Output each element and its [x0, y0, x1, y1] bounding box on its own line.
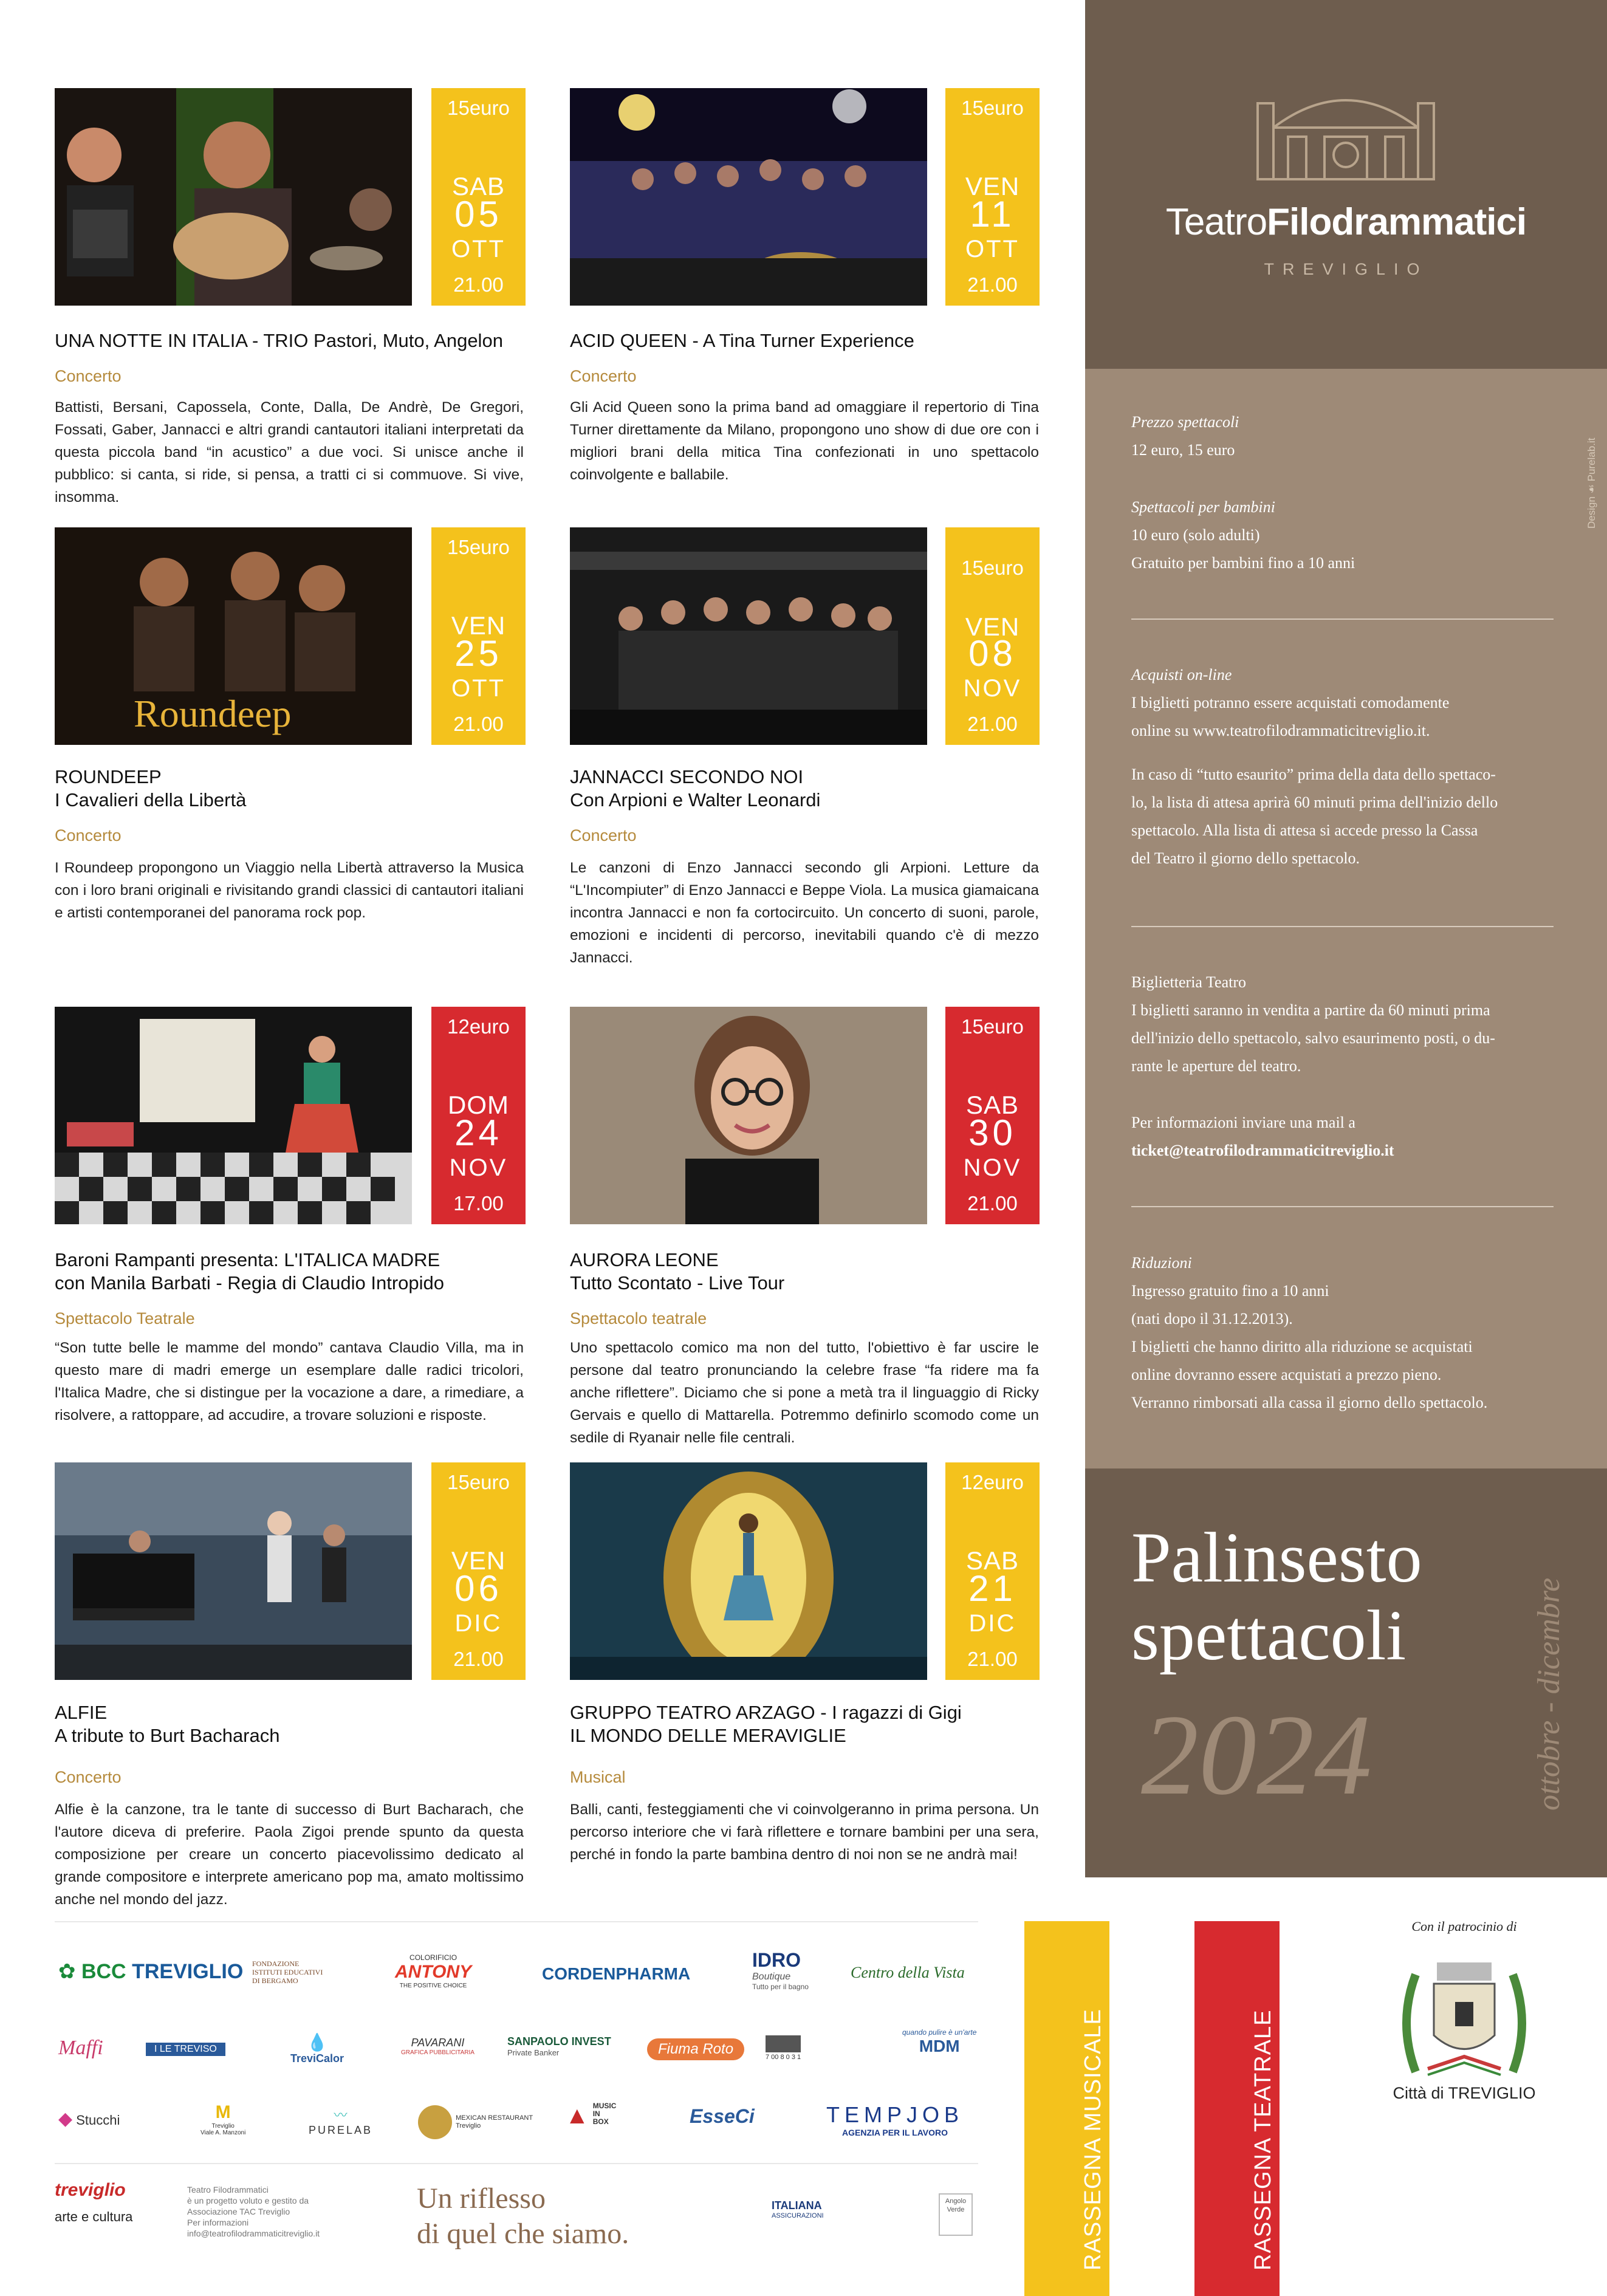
- sponsor-bcc: [58, 1959, 243, 1984]
- tagline-line2: di quel che siamo.: [417, 2218, 629, 2250]
- event-title-line1: ACID QUEEN - A Tina Turner Experience: [570, 330, 914, 351]
- event-title-line2: Tutto Scontato - Live Tour: [570, 1272, 785, 1294]
- sponsor-text: ITALIANA: [772, 2199, 822, 2212]
- riduzioni-line: Verranno rimborsati alla cassa il giorno dello spettacolo.: [1131, 1394, 1488, 1411]
- sponsor-text: PAVARANI: [411, 2037, 465, 2049]
- prezzo-title: Prezzo spettacoli: [1131, 413, 1239, 431]
- event-genre: Concerto: [570, 826, 637, 845]
- event-date-6: [945, 1007, 1040, 1224]
- event-title-line2: con Manila Barbati - Regia di Claudio Intropido: [55, 1272, 445, 1294]
- music-box-icon: ▲: [565, 2102, 589, 2129]
- sponsor-text: Treviglio: [211, 2123, 235, 2130]
- event-description: Alfie è la canzone, tra le tante di successo di Burt Bacharach, che l'autore diceva di preferire. Paola Zigoi prende spunto da questa composizione per creare un concerto piacevolissimo dedicato al grande compositore e interprete americano pop ma, amato moltissimo anche nel mondo del jazz.: [55, 1801, 524, 1908]
- bambini-title: Spettacoli per bambini: [1131, 498, 1275, 516]
- event-photo-1: [55, 88, 412, 306]
- patrocinio-city: [1373, 2084, 1555, 2103]
- tac-line: Per informazioni: [187, 2218, 249, 2227]
- theatre-facade-icon: [1252, 79, 1440, 182]
- event-description: Uno spettacolo comico ma non del tutto, l'obiettivo è far uscire le persone dal teatro pronunciando la celebre frase “fa ridere ma fa anche riflettere”. Diciamo che si pone a metà tra il linguaggio di Ricky Gervais e quello di Mattarella. Potremmo definirlo scomodo come un sedile di Ryanair nelle file centrali.: [570, 1340, 1039, 1446]
- month: OTT: [451, 236, 505, 262]
- biglietteria-section: [1131, 968, 1557, 1080]
- biglietteria-line: rante le aperture del teatro.: [1131, 1057, 1301, 1075]
- clover-icon: ✿: [58, 1960, 76, 1983]
- event-title-line1: ALFIE: [55, 1702, 108, 1723]
- divider: [1131, 619, 1554, 620]
- divider: [1131, 1206, 1554, 1207]
- event-title: [55, 766, 535, 812]
- tac-line[interactable]: info@teatrofilodrammaticitreviglio.it: [187, 2229, 320, 2238]
- sponsor-text: Private Banker: [507, 2048, 560, 2057]
- event-title: [55, 1249, 535, 1295]
- acquisti-title: Acquisti on-line: [1131, 666, 1232, 684]
- city-name: TREVIGLIO: [1448, 2084, 1536, 2102]
- sponsor-text: Treviglio: [456, 2122, 481, 2130]
- time: 21.00: [453, 273, 504, 296]
- day-number: 24: [454, 1112, 502, 1153]
- tac-info: [187, 2184, 320, 2239]
- price: 15euro: [961, 1015, 1024, 1038]
- day-number: 05: [454, 194, 502, 235]
- esaurito-line: In caso di “tutto esaurito” prima della data dello spettaco-: [1131, 766, 1496, 783]
- price: 12euro: [961, 1471, 1024, 1493]
- event-description: Balli, canti, festeggiamenti che vi coinvolgeranno in prima persona. Un percorso interiore che vi farà riflettere e tornare bambini per una sera, perché in fondo la parte bambina dentro di noi non se ne andrà mai!: [570, 1801, 1039, 1863]
- sponsor-text: IDRO: [752, 1949, 801, 1971]
- price: 12euro: [447, 1015, 510, 1038]
- brand-panel: [1085, 0, 1607, 369]
- weekday: VEN: [451, 611, 506, 640]
- weekday: SAB: [965, 1091, 1019, 1119]
- email-link[interactable]: ticket@teatrofilodrammaticitreviglio.it: [1131, 1142, 1394, 1159]
- esaurito-line: lo, la lista di attesa aprirà 60 minuti prima dell'inizio dello: [1131, 793, 1498, 811]
- event-description: I Roundeep propongono un Viaggio nella Libertà attraverso la Musica con i loro brani originali e rivisitando grandi classici di cantautori italiani e artisti contemporanei del panorama rock pop.: [55, 860, 524, 921]
- acquisti-section: [1131, 661, 1557, 745]
- sponsor-text: Verde: [947, 2206, 965, 2213]
- bambini-line1: 10 euro (solo adulti): [1131, 526, 1260, 544]
- event-date-1: [431, 88, 526, 306]
- weekday: VEN: [965, 172, 1020, 200]
- city-crest-icon: [1391, 1950, 1537, 2084]
- event-genre: Spettacolo teatrale: [570, 1309, 707, 1328]
- month: NOV: [963, 675, 1022, 702]
- event-date-5: [431, 1007, 526, 1224]
- mexican-badge-icon: [418, 2105, 452, 2139]
- divider: [55, 2163, 978, 2164]
- esaurito-line: spettacolo. Alla lista di attesa si accede presso la Cassa: [1131, 821, 1478, 839]
- weekday: DOM: [448, 1091, 509, 1119]
- bambini-line2: Gratuito per bambini fino a 10 anni: [1131, 554, 1355, 572]
- event-description: Gli Acid Queen sono la prima band ad omaggiare il repertorio di Tina Turner direttamente da Milano, propongono uno show di due ore con i migliori brani della mitica Tina confezionati in uno spettacolo coinvolgente e ballabile.: [570, 399, 1039, 483]
- sponsor-text: Angolo: [945, 2198, 967, 2205]
- month: NOV: [449, 1154, 508, 1181]
- sponsor-text: Stucchi: [76, 2113, 120, 2128]
- event-description: “Son tutte belle le mamme del mondo” cantava Claudio Villa, ma in questo mare di madri emerge un esemplare dalle radici tricolori, l'Italica Madre, che si distingue per la vocazione a dare, a rimediare, a risolvere, a rattoppare, ad accudire, a trovare soluzioni e risposte.: [55, 1340, 524, 1424]
- biglietteria-line: I biglietti saranno in vendita a partire da 60 minuti prima: [1131, 1001, 1490, 1019]
- sponsor-text: DI BERGAMO: [252, 1976, 298, 1985]
- tac-line: Associazione TAC Treviglio: [187, 2207, 290, 2216]
- sponsor-centro-della-vista: Centro della Vista: [851, 1964, 965, 1981]
- event-genre: Concerto: [55, 367, 122, 385]
- divider: [55, 1921, 978, 1922]
- sponsor-text: FONDAZIONE: [252, 1959, 300, 1968]
- time: 21.00: [967, 713, 1018, 735]
- weekday: VEN: [965, 612, 1020, 641]
- event-title-line1: ROUNDEEP: [55, 766, 162, 787]
- biglietteria-title: Biglietteria Teatro: [1131, 973, 1247, 991]
- sponsor-text: PURELAB: [309, 2124, 373, 2136]
- tagline: [417, 2181, 629, 2252]
- price: 15euro: [447, 97, 510, 119]
- stucchi-icon: ◆: [58, 2109, 73, 2129]
- price: 15euro: [961, 557, 1024, 579]
- sponsor-text: treviglio: [55, 2180, 126, 2200]
- day-number: 11: [970, 194, 1015, 235]
- event-title-line2: A tribute to Burt Bacharach: [55, 1725, 280, 1746]
- prezzo-section: [1131, 408, 1557, 464]
- event-description: Le canzoni di Enzo Jannacci secondo gli Arpioni. Letture da “L'Incompiuter” di Enzo Jannacci e Beppe Viola. La musica giamaicana incontra Jannacci e non fa cortocircuito. Un concerto di suoni, parole, emozioni e incidenti di percorso, inevitabili quando c'è di mezzo Jannacci.: [570, 860, 1039, 966]
- sponsor-text: SANPAOLO INVEST: [507, 2035, 611, 2048]
- sponsor-text: Tutto per il bagno: [752, 1982, 809, 1991]
- sponsor-idro: [752, 1949, 809, 1991]
- acquisti-line: online su www.teatrofilodrammaticitreviglio.it.: [1131, 722, 1430, 739]
- sponsor-cordenpharma: CORDENPHARMA: [542, 1964, 691, 1983]
- event-date-2: [945, 88, 1040, 306]
- sponsor-purelab: [309, 2105, 372, 2137]
- brand-name-bold: Filodrammatici: [1267, 201, 1527, 243]
- event-photo-2: [570, 88, 927, 306]
- time: 21.00: [453, 713, 504, 735]
- event-title-line1: Baroni Rampanti presenta: L'ITALICA MADRE: [55, 1249, 440, 1270]
- sponsor-text: MUSIC: [592, 2102, 617, 2110]
- band-rassegna-teatrale: [1194, 1921, 1280, 2296]
- event-title-line1: JANNACCI SECONDO NOI: [570, 766, 804, 787]
- bambini-section: [1131, 493, 1557, 577]
- sponsor-text: TreviCalor: [290, 2052, 344, 2065]
- design-credit: Design ☙ Purelab.it: [1586, 437, 1597, 529]
- event-title-line2: I Cavalieri della Libertà: [55, 789, 247, 810]
- day-number: 21: [968, 1568, 1016, 1609]
- time: 17.00: [453, 1192, 504, 1215]
- palinsesto-line1: Palinsesto: [1131, 1518, 1422, 1597]
- sponsor-trevicalor: [290, 2032, 344, 2065]
- esaurito-section: [1131, 761, 1557, 872]
- day-number: 25: [454, 633, 502, 674]
- event-date-3: [431, 527, 526, 745]
- sponsor-text: Viale A. Manzoni: [200, 2130, 246, 2136]
- esaurito-line: del Teatro il giorno dello spettacolo.: [1131, 849, 1360, 867]
- palinsesto-period: ottobre - dicembre: [1532, 1577, 1566, 1811]
- event-photo-7: [55, 1462, 412, 1680]
- prezzo-value: 12 euro, 15 euro: [1131, 441, 1235, 459]
- palinsesto-year: 2024: [1141, 1691, 1372, 1819]
- event-photo-4: [570, 527, 927, 745]
- event-title: [570, 329, 1050, 352]
- price: 15euro: [447, 1471, 510, 1493]
- event-title: [570, 766, 1050, 812]
- sponsor-pavarani: [401, 2037, 475, 2056]
- event-genre: Concerto: [55, 826, 122, 845]
- band-logo-text: Roundeep: [134, 692, 292, 735]
- sponsor-mexican: [418, 2105, 533, 2139]
- event-genre: Musical: [570, 1768, 626, 1786]
- month: DIC: [968, 1610, 1016, 1637]
- sponsor-treviso: I LE TREVISO: [146, 2043, 225, 2056]
- sponsor-tempjob: [826, 2102, 964, 2137]
- weekday: VEN: [451, 1546, 506, 1575]
- event-photo-3: [55, 527, 412, 745]
- sponsor-fondazione: [252, 1959, 323, 1985]
- weekday: SAB: [451, 172, 505, 200]
- event-photo-6: [570, 1007, 927, 1224]
- sponsor-fiumaroto: Fiuma Roto: [647, 2038, 744, 2060]
- event-title: [55, 329, 535, 352]
- sponsor-text: IN: [592, 2109, 600, 2118]
- time: 21.00: [967, 1192, 1018, 1215]
- acquisti-line: I biglietti potranno essere acquistati comodamente: [1131, 694, 1450, 711]
- event-title-line1: GRUPPO TEATRO ARZAGO - I ragazzi di Gigi: [570, 1702, 962, 1723]
- event-genre: Spettacolo Teatrale: [55, 1309, 195, 1328]
- sponsor-text: quando pulire è un'arte: [902, 2028, 977, 2037]
- price: 15euro: [961, 97, 1024, 119]
- tagline-line1: Un riflesso: [417, 2182, 546, 2215]
- time: 21.00: [967, 273, 1018, 296]
- band-label: RASSEGNA TEATRALE: [1250, 2009, 1276, 2270]
- event-title: [570, 1701, 1050, 1747]
- day-number: 08: [968, 633, 1016, 674]
- event-title: [55, 1701, 535, 1747]
- day-number: 30: [968, 1112, 1016, 1153]
- sponsor-text: BOX: [592, 2117, 609, 2126]
- sponsor-text: AGENZIA PER IL LAVORO: [842, 2128, 948, 2137]
- event-date-7: [431, 1462, 526, 1680]
- event-title: [570, 1249, 1050, 1295]
- brand-name: [1085, 200, 1607, 244]
- event-genre: Concerto: [570, 367, 637, 385]
- sponsor-mdm: [902, 2028, 976, 2056]
- patrocinio-label: Con il patrocinio di: [1411, 1919, 1517, 1934]
- event-genre: Concerto: [55, 1768, 122, 1786]
- treviglio-arte-cultura-logo: [55, 2180, 132, 2225]
- band-label: RASSEGNA MUSICALE: [1080, 2009, 1106, 2270]
- biglietteria-line: dell'inizio dello spettacolo, salvo esaurimento posti, o du-: [1131, 1029, 1495, 1047]
- drop-icon: 💧: [306, 2033, 328, 2052]
- wave-icon: 〰: [334, 2108, 348, 2123]
- sponsor-text: MEXICAN RESTAURANT: [456, 2114, 533, 2122]
- time: 21.00: [967, 1648, 1018, 1670]
- riduzioni-line: I biglietti che hanno diritto alla riduzione se acquistati: [1131, 1338, 1473, 1355]
- sponsor-italiana: [772, 2199, 824, 2219]
- event-title-line1: AURORA LEONE: [570, 1249, 719, 1270]
- brand-name-light: Teatro: [1165, 201, 1267, 243]
- sponsor-music-in-box: [565, 2102, 616, 2130]
- mail-section: [1131, 1109, 1557, 1165]
- sponsor-text: GRAFICA PUBBLICITARIA: [401, 2049, 475, 2056]
- sponsor-antony: [395, 1953, 471, 1989]
- sponsor-text: ASSICURAZIONI: [772, 2212, 824, 2219]
- city-prefix: Città di: [1393, 2084, 1444, 2102]
- price: 15euro: [447, 536, 510, 558]
- event-date-8: [945, 1462, 1040, 1680]
- weekday: SAB: [965, 1546, 1019, 1575]
- sponsor-text: Boutique: [752, 1972, 791, 1982]
- event-date-4: [945, 527, 1040, 745]
- mail-line: Per informazioni inviare una mail a: [1131, 1114, 1355, 1131]
- divider: [1131, 926, 1554, 927]
- sponsor-text: COLORIFICIO: [409, 1953, 457, 1962]
- riduzioni-line: (nati dopo il 31.12.2013).: [1131, 1310, 1293, 1328]
- palinsesto-line2: spettacoli: [1131, 1595, 1407, 1675]
- event-photo-5: [55, 1007, 412, 1224]
- sponsor-text: TEMPJOB: [826, 2102, 964, 2127]
- sponsor-stucchi: [58, 2108, 120, 2130]
- riduzioni-title: Riduzioni: [1131, 1254, 1192, 1272]
- sponsor-text: ISTITUTI EDUCATIVI: [252, 1968, 323, 1976]
- riduzioni-section: [1131, 1249, 1557, 1417]
- band-rassegna-musicale: [1024, 1921, 1109, 2296]
- event-photo-8: [570, 1462, 927, 1680]
- tac-line: Teatro Filodrammatici: [187, 2185, 269, 2195]
- sponsor-text: BCC: [81, 1960, 126, 1983]
- month: OTT: [451, 675, 505, 702]
- sponsor-text: THE POSITIVE CHOICE: [399, 1982, 467, 1989]
- sponsor-text: MDM: [919, 2037, 960, 2055]
- sponsor-angolo-verde: [939, 2193, 973, 2236]
- riduzioni-line: online dovranno essere acquistati a prezzo pieno.: [1131, 1366, 1442, 1383]
- sponsor-esseci: EsseCi: [690, 2105, 755, 2127]
- month: DIC: [454, 1610, 502, 1637]
- sponsor-text: TREVIGLIO: [132, 1960, 244, 1983]
- sponsor-text: arte e cultura: [55, 2209, 133, 2224]
- sponsor-maffi: Maffi: [58, 2037, 103, 2059]
- month: NOV: [963, 1154, 1022, 1181]
- brand-city: TREVIGLIO: [1264, 260, 1428, 278]
- event-description: Battisti, Bersani, Capossela, Conte, Dalla, De Andrè, De Gregori, Fossati, Gaber, Jannacci e altri grandi cantautori italiani interpretati da questa piccola band “in acustico” a due voci. Si unisce anche il pubblico: si canta, si ride, si pensa, a tratti ci si commuove. Si vive, insomma.: [55, 399, 524, 505]
- day-number: 06: [454, 1568, 502, 1609]
- riduzioni-line: Ingresso gratuito fino a 10 anni: [1131, 1282, 1329, 1300]
- event-title-line1: UNA NOTTE IN ITALIA - TRIO Pastori, Muto, Angelon: [55, 330, 503, 351]
- time: 21.00: [453, 1648, 504, 1670]
- sponsor-barcode: 7 00 8 0 3 1: [766, 2035, 801, 2061]
- sponsor-sanpaolo: [507, 2035, 611, 2057]
- month: OTT: [965, 236, 1019, 262]
- sponsor-text: ANTONY: [395, 1962, 472, 1982]
- sponsor-mcdonalds: [200, 2102, 245, 2136]
- event-title-line2: Con Arpioni e Walter Leonardi: [570, 789, 821, 810]
- tac-line: è un progetto voluto e gestito da: [187, 2196, 309, 2205]
- event-title-line2: IL MONDO DELLE MERAVIGLIE: [570, 1725, 846, 1746]
- mcdonalds-m-icon: M: [215, 2102, 231, 2122]
